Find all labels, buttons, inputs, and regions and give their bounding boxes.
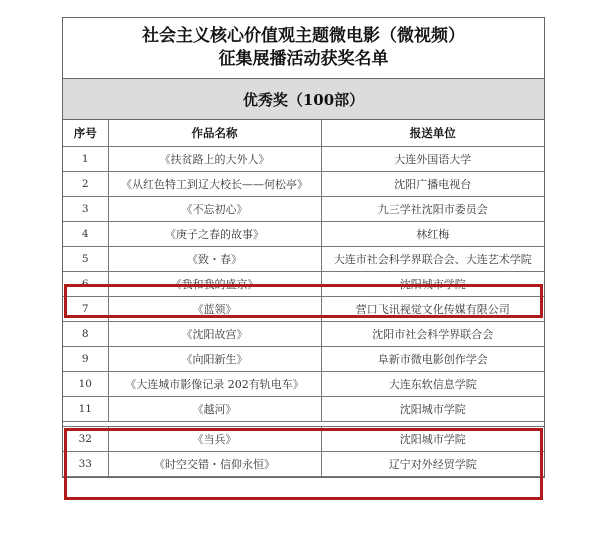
row-no: 6 bbox=[63, 272, 108, 297]
row-work: 《当兵》 bbox=[108, 427, 321, 452]
header-unit: 报送单位 bbox=[321, 120, 544, 147]
row-work: 《沈阳故宫》 bbox=[108, 322, 321, 347]
title-line-1: 社会主义核心价值观主题微电影（微视频） bbox=[142, 26, 465, 46]
row-unit: 林红梅 bbox=[321, 222, 544, 247]
table-row bbox=[63, 247, 544, 272]
row-unit: 沈阳城市学院 bbox=[321, 272, 544, 297]
row-unit: 营口飞讯视觉文化传媒有限公司 bbox=[321, 297, 544, 322]
row-work: 《蓝领》 bbox=[108, 297, 321, 322]
table-row bbox=[63, 397, 544, 422]
row-unit: 九三学社沈阳市委员会 bbox=[321, 197, 544, 222]
row-no: 9 bbox=[63, 347, 108, 372]
row-unit: 大连外国语大学 bbox=[321, 147, 544, 172]
table-row bbox=[63, 222, 544, 247]
row-no: 5 bbox=[63, 247, 108, 272]
table-row bbox=[63, 197, 544, 222]
table-row bbox=[63, 322, 544, 347]
row-no: 3 bbox=[63, 197, 108, 222]
row-no: 33 bbox=[63, 452, 108, 477]
table-row bbox=[63, 427, 544, 452]
row-work: 《扶贫路上的大外人》 bbox=[108, 147, 321, 172]
table-row bbox=[63, 372, 544, 397]
document-title bbox=[63, 18, 544, 79]
row-unit: 阜新市微电影创作学会 bbox=[321, 347, 544, 372]
row-unit: 沈阳城市学院 bbox=[321, 427, 544, 452]
row-no: 10 bbox=[63, 372, 108, 397]
row-unit: 大连东软信息学院 bbox=[321, 372, 544, 397]
row-work: 《我和我的盛京》 bbox=[108, 272, 321, 297]
row-work: 《大连城市影像记录 202有轨电车》 bbox=[108, 372, 321, 397]
header-no: 序号 bbox=[63, 120, 108, 147]
row-unit: 大连市社会科学界联合会、大连艺术学院 bbox=[321, 247, 544, 272]
row-no: 8 bbox=[63, 322, 108, 347]
header-work: 作品名称 bbox=[108, 120, 321, 147]
row-work: 《不忘初心》 bbox=[108, 197, 321, 222]
row-no: 4 bbox=[63, 222, 108, 247]
table-row bbox=[63, 147, 544, 172]
row-work: 《从红色特工到辽大校长——何松亭》 bbox=[108, 172, 321, 197]
table-row bbox=[63, 172, 544, 197]
row-work: 《庚子之春的故事》 bbox=[108, 222, 321, 247]
award-list-document bbox=[62, 17, 545, 478]
table-row bbox=[63, 347, 544, 372]
table-row bbox=[63, 297, 544, 322]
row-unit: 辽宁对外经贸学院 bbox=[321, 452, 544, 477]
row-no: 32 bbox=[63, 427, 108, 452]
row-unit: 沈阳市社会科学界联合会 bbox=[321, 322, 544, 347]
table-header-row bbox=[63, 120, 544, 147]
title-line-2: 征集展播活动获奖名单 bbox=[218, 49, 389, 69]
row-no: 11 bbox=[63, 397, 108, 422]
row-work: 《向阳新生》 bbox=[108, 347, 321, 372]
row-no: 1 bbox=[63, 147, 108, 172]
row-no: 2 bbox=[63, 172, 108, 197]
table-row bbox=[63, 272, 544, 297]
row-work: 《越河》 bbox=[108, 397, 321, 422]
award-category-header: 优秀奖（100部） bbox=[63, 79, 544, 120]
award-table bbox=[63, 120, 544, 477]
table-row bbox=[63, 452, 544, 477]
row-unit: 沈阳城市学院 bbox=[321, 397, 544, 422]
row-no: 7 bbox=[63, 297, 108, 322]
row-unit: 沈阳广播电视台 bbox=[321, 172, 544, 197]
row-work: 《致・春》 bbox=[108, 247, 321, 272]
row-work: 《时空交错・信仰永恒》 bbox=[108, 452, 321, 477]
